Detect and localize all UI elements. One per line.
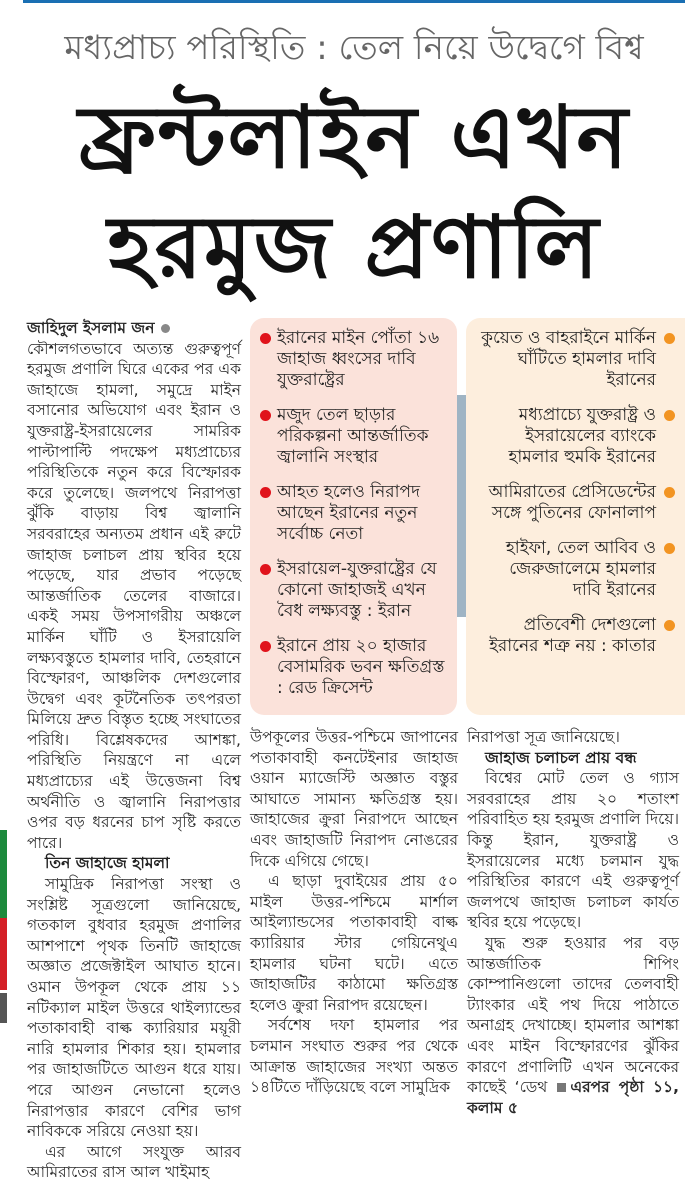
highlight-text: আহত হলেও নিরাপদ আছেন ইরানের নতুন সর্বোচ্চ নেতা [277, 482, 421, 544]
article-column-2 [250, 727, 458, 1098]
red-bullet-icon [260, 487, 271, 498]
highlight-item [476, 615, 675, 657]
highlight-text: প্রতিবেশী দেশগুলো ইরানের শত্রু নয় : কাতার [489, 615, 656, 656]
box-divider [457, 395, 466, 617]
highlight-item [476, 538, 675, 601]
highlight-text: মধ্যপ্রাচ্যে যুক্তরাষ্ট্র ও ইসরায়েলের ব্যাংকে হামলার হুমকি ইরানের [508, 405, 656, 467]
highlight-text: ইসরায়েল-যুক্তরাষ্ট্রের যে কোনো জাহাজই এখন বৈধ লক্ষ্যবস্তু : ইরান [277, 559, 437, 621]
top-rule [23, 0, 685, 3]
subheading: তিন জাহাজে হামলা [45, 854, 170, 873]
paragraph: এ ছাড়া দুবাইয়ের প্রায় ৫০ মাইল উত্তর-পশ্চিমে মার্শাল আইল্যান্ডসের পতাকাবাহী বাল্ক ক্যারিয়ার স্টার গেয়িনেথুএ হামলার ঘটনা ঘটে। এতে জাহাজটির কাঠামো ক্ষতিগ্রস্ত হলেও ক্রুরা নিরাপদ রয়েছেন। [250, 872, 458, 1014]
paragraph: নিরাপত্তা সূত্র জানিয়েছে। [467, 728, 620, 746]
byline-dot-icon [161, 324, 170, 333]
highlights-box-right [466, 318, 685, 715]
paragraph: সামুদ্রিক নিরাপত্তা সংস্থা ও সংশ্লিষ্ট সূত্রগুলো জানিয়েছে, গতকাল বুধবার হরমুজ প্রণালির আশপাশে পৃথক তিনটি জাহাজে অজ্ঞাত প্রজেক্টাইল আঘাত হানে। ওমান উপকূল থেকে প্রায় ১১ নটিক্যাল মাইল উত্তরে থাইল্যান্ডের পতাকাবাহী বাল্ক ক্যারিয়ার ময়ূরী নারি হামলার শিকার হয়। হামলার পর জাহাজটিতে আগুন ধরে যায়। পরে আগুন নেভানো হলেও নিরাপত্তার কারণে বেশির ভাগ নাবিককে সরিয়ে নেওয়া হয়। [27, 875, 241, 1141]
paragraph: কৌশলগতভাবে অত্যন্ত গুরুত্বপূর্ণ হরমুজ প্রণালি ঘিরে একের পর এক জাহাজে হামলা, সমুদ্রে মাইন বসানোর অভিযোগ এবং ইরান ও যুক্তরাষ্ট্র-ইসরায়েলের সামরিক পাল্টাপাল্টি পদক্ষেপ মধ্যপ্রাচ্যের পরিস্থিতিকে নতুন করে বিস্ফোরক করে তুলেছে। জলপথে নিরাপত্তা ঝুঁকি বাড়ায় বিশ্ব জ্বালানি সরবরাহের অন্যতম প্রধান এই রুটে জাহাজ চলাচল প্রায় স্থবির হয়ে পড়েছে, যার প্রভাব পড়েছে আন্তর্জাতিক তেলের বাজারে। একই সময় উপসাগরীয় অঞ্চলে মার্কিন ঘাঁটি ও ইসরায়েলি লক্ষ্যবস্তুতে হামলার দাবি, তেহরানে বিস্ফোরণ, আঞ্চলিক দেশগুলোর উদ্বেগ এবং কূটনৈতিক তৎপরতা মিলিয়ে দ্রুত বিস্তৃত হচ্ছে সংঘাতের পরিধি। বিশ্লেষকদের আশঙ্কা, পরিস্থিতি নিয়ন্ত্রণে না এলে মধ্যপ্রাচ্যের এই উত্তেজনা বিশ্ব অর্থনীতি ও জ্বালানি নিরাপত্তার ওপর বড় ধরনের চাপ সৃষ্টি করতে পারে। [27, 339, 241, 852]
article-body [27, 318, 685, 1183]
highlights-row [250, 318, 685, 715]
highlight-text: ইরানে প্রায় ২০ হাজার বেসামরিক ভবন ক্ষতিগ্রস্ত : রেড ক্রিসেন্ট [277, 636, 445, 698]
kicker: মধ্যপ্রাচ্য পরিস্থিতি : তেল নিয়ে উদ্বেগে বিশ্ব [64, 28, 644, 68]
paragraph: এর আগে সংযুক্ত আরব আমিরাতের রাস আল খাইমাহ [27, 1142, 241, 1182]
byline-name: জাহিদুল ইসলাম জন [27, 319, 155, 337]
highlight-text: হাইফা, তেল আবিব ও জেরুজালেমে হামলার দাবি ইরানের [505, 538, 656, 600]
headline-line-1: ফ্রন্টলাইন এখন [78, 88, 630, 188]
side-grey-bar [0, 993, 7, 1023]
paragraph: উপকূলের উত্তর-পশ্চিমে জাপানের পতাকাবাহী কনটেইনার জাহাজ ওয়ান ম্যাজেস্টি অজ্ঞাত বস্তুর আঘাতে সামান্য ক্ষতিগ্রস্ত হয়। জাহাজের ক্রুরা নিরাপদে আছেন এবং জাহাজটি নিরাপদ নোঙরের দিকে এগিয়ে গেছে। [250, 728, 458, 870]
highlight-text: কুয়েত ও বাহরাইনে মার্কিন ঘাঁটিতে হামলার দাবি ইরানের [481, 328, 656, 390]
highlight-item [260, 559, 447, 622]
lower-columns [250, 727, 685, 1118]
red-bullet-icon [260, 641, 271, 652]
highlight-item [260, 636, 447, 699]
red-bullet-icon [260, 333, 271, 344]
square-icon [557, 1083, 566, 1092]
highlight-item [260, 405, 447, 468]
highlight-item [260, 482, 447, 545]
highlight-item [476, 328, 675, 391]
red-bullet-icon [260, 564, 271, 575]
article-column-1 [27, 318, 241, 1183]
highlight-text: মজুদ তেল ছাড়ার পরিকল্পনা আন্তর্জাতিক জ্বালানি সংস্থার [277, 405, 429, 467]
highlight-item [476, 482, 675, 524]
highlights-box-left [250, 318, 457, 715]
headline-line-2: হরমুজ প্রণালি [107, 198, 601, 298]
orange-bullet-icon [664, 410, 675, 421]
subheading: জাহাজ চলাচল প্রায় বন্ধ [485, 748, 637, 767]
continuation-text: এরপর পৃষ্ঠা ১১, কলাম ৫ [467, 1078, 679, 1117]
side-logo-strip [0, 830, 7, 990]
highlight-item [476, 405, 675, 468]
orange-bullet-icon [664, 543, 675, 554]
orange-bullet-icon [664, 333, 675, 344]
article-column-3 [467, 727, 679, 1118]
highlight-item [260, 328, 447, 391]
paragraph-text: যুদ্ধ শুরু হওয়ার পর বড় আন্তর্জাতিক শিপিং কোম্পানিগুলো তাদের তেলবাহী ট্যাংকার এই পথ দিয়ে পাঠাতে অনাগ্রহ দেখাচ্ছে। হামলার আশঙ্কা এবং মাইন বিস্ফোরণের ঝুঁকির কারণে প্রণালিটি এখন অনেকের কাছেই ‘ডেথ [467, 933, 679, 1097]
paragraph [467, 933, 679, 1118]
right-area [250, 318, 685, 1118]
paragraph: সর্বশেষ দফা হামলার পর চলমান সংঘাত শুরুর পর থেকে আক্রান্ত জাহাজের সংখ্যা অন্তত ১৪টিতে দাঁড়িয়েছে বলে সামুদ্রিক [250, 1016, 458, 1097]
byline [27, 318, 241, 339]
orange-bullet-icon [664, 620, 675, 631]
highlight-text: আমিরাতের প্রেসিডেন্টের সঙ্গে পুতিনের ফোনালাপ [488, 482, 656, 523]
paragraph: বিশ্বের মোট তেল ও গ্যাস সরবরাহের প্রায় ২০ শতাংশ পরিবাহিত হয় হরমুজ প্রণালি দিয়ে। কিন্তু ইরান, যুক্তরাষ্ট্র ও ইসরায়েলের মধ্যে চলমান যুদ্ধ পরিস্থিতির কারণে এই গুরুত্বপূর্ণ জলপথে জাহাজ চলাচল কার্যত স্থবির হয়ে পড়েছে। [467, 769, 679, 932]
orange-bullet-icon [664, 487, 675, 498]
red-bullet-icon [260, 410, 271, 421]
highlight-text: ইরানের মাইন পোঁতা ১৬ জাহাজ ধ্বংসের দাবি যুক্তরাষ্ট্রের [277, 328, 440, 390]
